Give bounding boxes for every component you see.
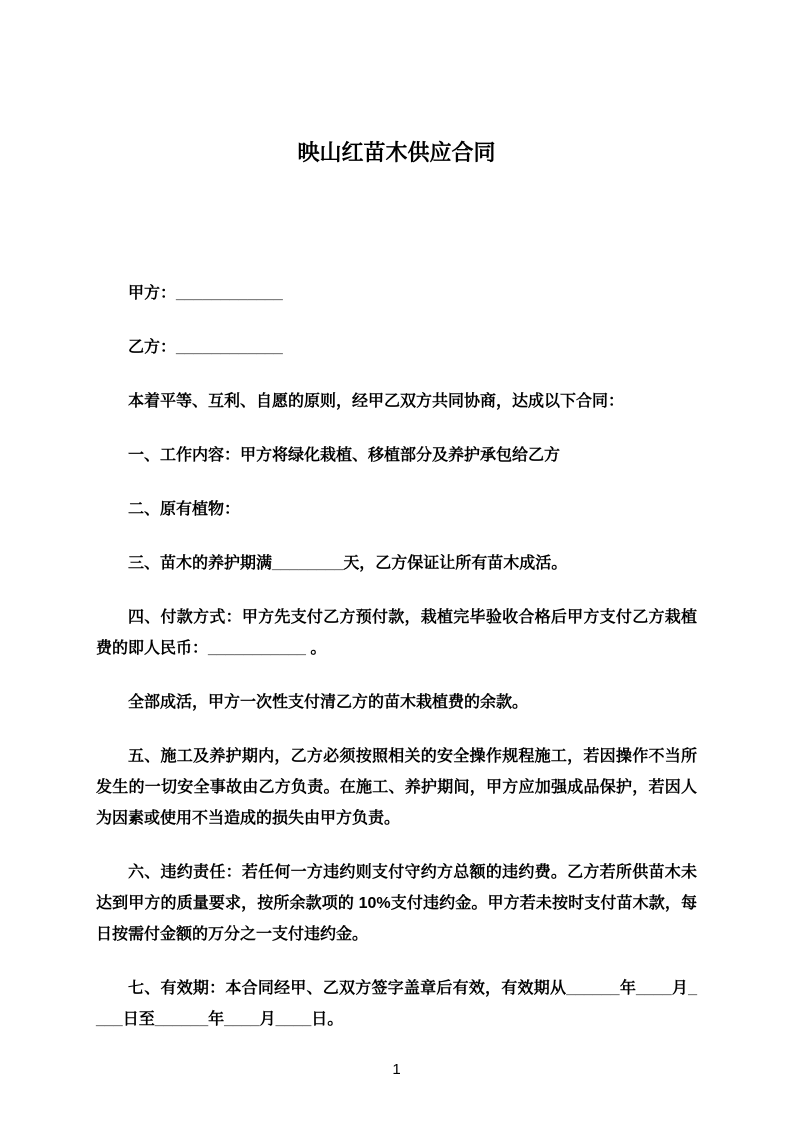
paragraph-preamble: 本着平等、互利、自愿的原则，经甲乙双方共同协商，达成以下合同：	[128, 393, 625, 410]
document-body	[96, 278, 697, 1035]
clause-2-existing-plants: 二、原有植物：	[128, 501, 241, 518]
page-number: 1	[392, 1061, 401, 1078]
paragraph-party-a: 甲方：____________	[128, 285, 283, 302]
document-title: 映山红苗木供应合同	[297, 140, 496, 165]
clause-5-safety: 五、施工及养护期内，乙方必须按照相关的安全操作规程施工，若因操作不当所发生的一切安全事故由乙方负责。在施工、养护期间，甲方应加强成品保护，若因人为因素或使用不当造成的损失由甲方负责。	[96, 748, 697, 827]
page-footer	[0, 1061, 793, 1078]
clause-6-breach: 六、违约责任：若任何一方违约则支付守约方总额的违约费。乙方若所供苗木未达到甲方的质量要求，按所余款项的 10%支付违约金。甲方若未按时支付苗木款，每日按需付金额的万分之一支付违约金。	[96, 864, 697, 943]
clause-4-payment: 四、付款方式：甲方先支付乙方预付款，栽植完毕验收合格后甲方支付乙方栽植费的即人民币：___________ 。	[96, 609, 697, 657]
clause-1-work-content: 一、工作内容：甲方将绿化栽植、移植部分及养护承包给乙方	[128, 447, 561, 464]
clause-4-balance: 全部成活，甲方一次性支付清乙方的苗木栽植费的余款。	[128, 694, 529, 711]
clause-3-maintenance-period: 三、苗木的养护期满________天，乙方保证让所有苗木成活。	[128, 555, 568, 572]
paragraph-party-b: 乙方：____________	[128, 339, 283, 356]
clause-7-validity: 七、有效期：本合同经甲、乙双方签字盖章后有效，有效期从______年____月____日至______年____月____日。	[96, 980, 697, 1028]
